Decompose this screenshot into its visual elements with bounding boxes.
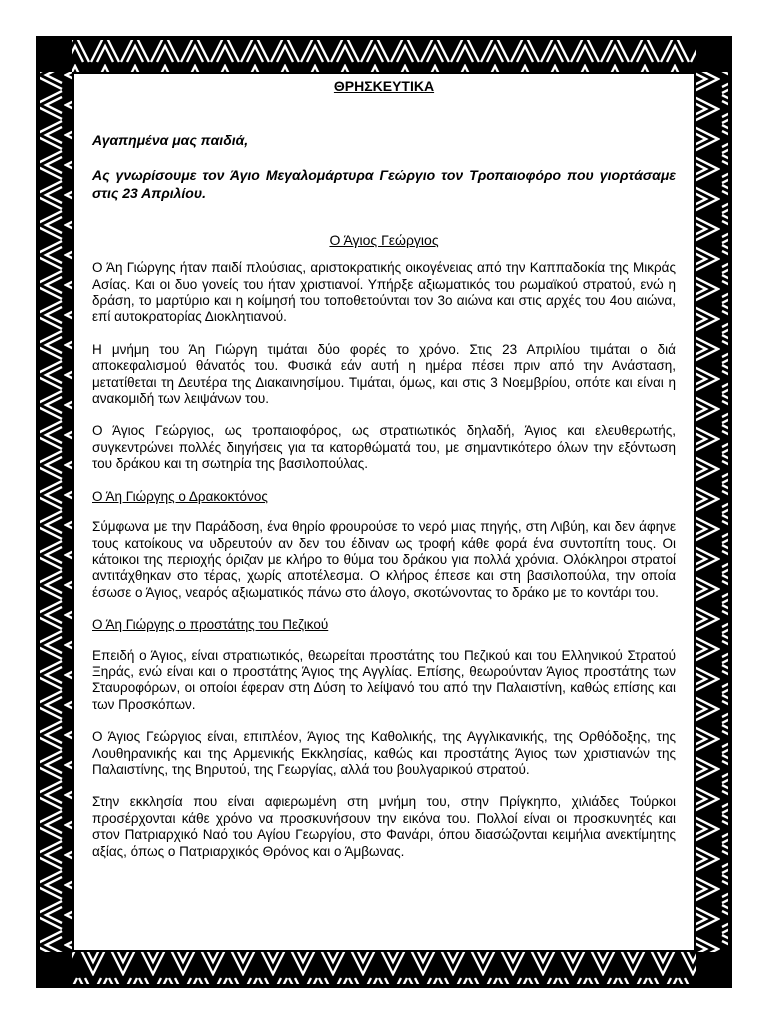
page-title: ΘΡΗΣΚΕΥΤΙΚΑ [333,78,435,94]
paragraph-dragon: Σύμφωνα με την Παράδοση, ένα θηρίο φρουρούσε το νερό μιας πηγής, στη Λιβύη, και δεν άφηνε τους κατοίκους να υδρευτούν αν δεν του έδιναν ως τροφή κάθε φορά ένα συντοπίτη τους. Οι κάτοικοι της περιοχής όριζαν με κλήρο το θύμα του δράκου για πολλά χρόνια. Ολόκληροι στρατοί αντιτάχθηκαν στο τέρας, χωρίς αποτέλεσμα. Ο κλήρος έπεσε και στη βασιλοπούλα, την οποία έσωσε ο Άγιος, νεαρός αξιωματικός πάνω στο άλογο, σκοτώνοντας το δράκο με το κοντάρι του. [92,519,676,600]
greeting: Αγαπημένα μας παιδιά, [92,132,249,149]
paragraph-patron-infantry: Επειδή ο Άγιος, είναι στρατιωτικός, θεωρείται προστάτης του Πεζικού και του Ελληνικού Στρατού Ξηράς, ενώ είναι και ο προστάτης Άγιος της Αγγλίας. Επίσης, θεωρούνταν Άγιος προστάτης των Σταυροφόρων, οι οποίοι έφεραν στη Δύση το λείψανό του από την Παλαιστίνη, καθώς επίσης και των Προσκόπων. [92,647,676,712]
paragraph-feast-days: Η μνήμη του Άη Γιώργη τιμάται δύο φορές το χρόνο. Στις 23 Απριλίου τιμάται ο διά αποκεφαλισμού θάνατός του. Φυσικά εάν αυτή η ημέρα πέσει πριν από την Ανάσταση, μετατίθεται τη Δευτέρα της Διακαινησίμου. Τιμάται, όμως, και στις 3 Νοεμβρίου, οπότε και είναι η ανακομιδή των λειψάνων του. [92,341,676,407]
subtitle-saint-george: Ο Άγιος Γεώργιος [329,231,439,248]
document-body [92,64,676,964]
paragraph-churches: Ο Άγιος Γεώργιος είναι, επιπλέον, Άγιος της Καθολικής, της Αγγλικανικής, της Ορθόδοξης, της Λουθηρανικής και της Αρμενικής Εκκλησίας, καθώς και προστάτης Άγιος των χριστιανών της Παλαιστίνης, της Βηρυτού, της Γεωργίας, αλλά του βουλγαρικού στρατού. [92,729,676,777]
section-heading-infantry-patron: Ο Άη Γιώργης ο προστάτης του Πεζικού [92,617,329,633]
paragraph-trophy-bearer: Ο Άγιος Γεώργιος, ως τροπαιοφόρος, ως στρατιωτικός δηλαδή, Άγιος και ελευθερωτής, συγκεντρώνει πολλές διηγήσεις για τα κατορθώματά του, με σημαντικότερο όλων την εξόντωση του δράκου και τη σωτηρία της βασιλοπούλας. [92,423,676,472]
section-heading-dragon-slayer: Ο Άη Γιώργης ο Δρακοκτόνος [92,488,268,504]
paragraph-pilgrims: Στην εκκλησία που είναι αφιερωμένη στη μνήμη του, στην Πρίγκηπο, χιλιάδες Τούρκοι προσέρχονται κάθε χρόνο να προσκυνήσουν την εικόνα του. Πολλοί είναι οι προσκυνητές και στον Πατριαρχικό Ναό του Αγίου Γεωργίου, στο Φανάρι, όπου διασώζονται κειμήλια ανεκτίμητης αξίας, όπως ο Πατριαρχικός Θρόνος και ο Άμβωνας. [92,794,676,859]
intro-paragraph: Ας γνωρίσουμε τον Άγιο Μεγαλομάρτυρα Γεώργιο τον Τροπαιοφόρο που γιορτάσαμε στις 23 Απριλίου. [92,166,676,201]
paragraph-origins: Ο Άη Γιώργης ήταν παιδί πλούσιας, αριστοκρατικής οικογένειας από την Καππαδοκία της Μικράς Ασίας. Και οι δυο γονείς του ήταν χριστιανοί. Υπήρξε αξιωματικός του ρωμαϊκού στρατού, ενώ η δράση, το μαρτύριο και η κοίμησή του τοποθετούνται τον 3ο αιώνα και στις αρχές του 4ου αιώνα, επί αυτοκρατορίας Διοκλητιανού. [92,260,676,325]
